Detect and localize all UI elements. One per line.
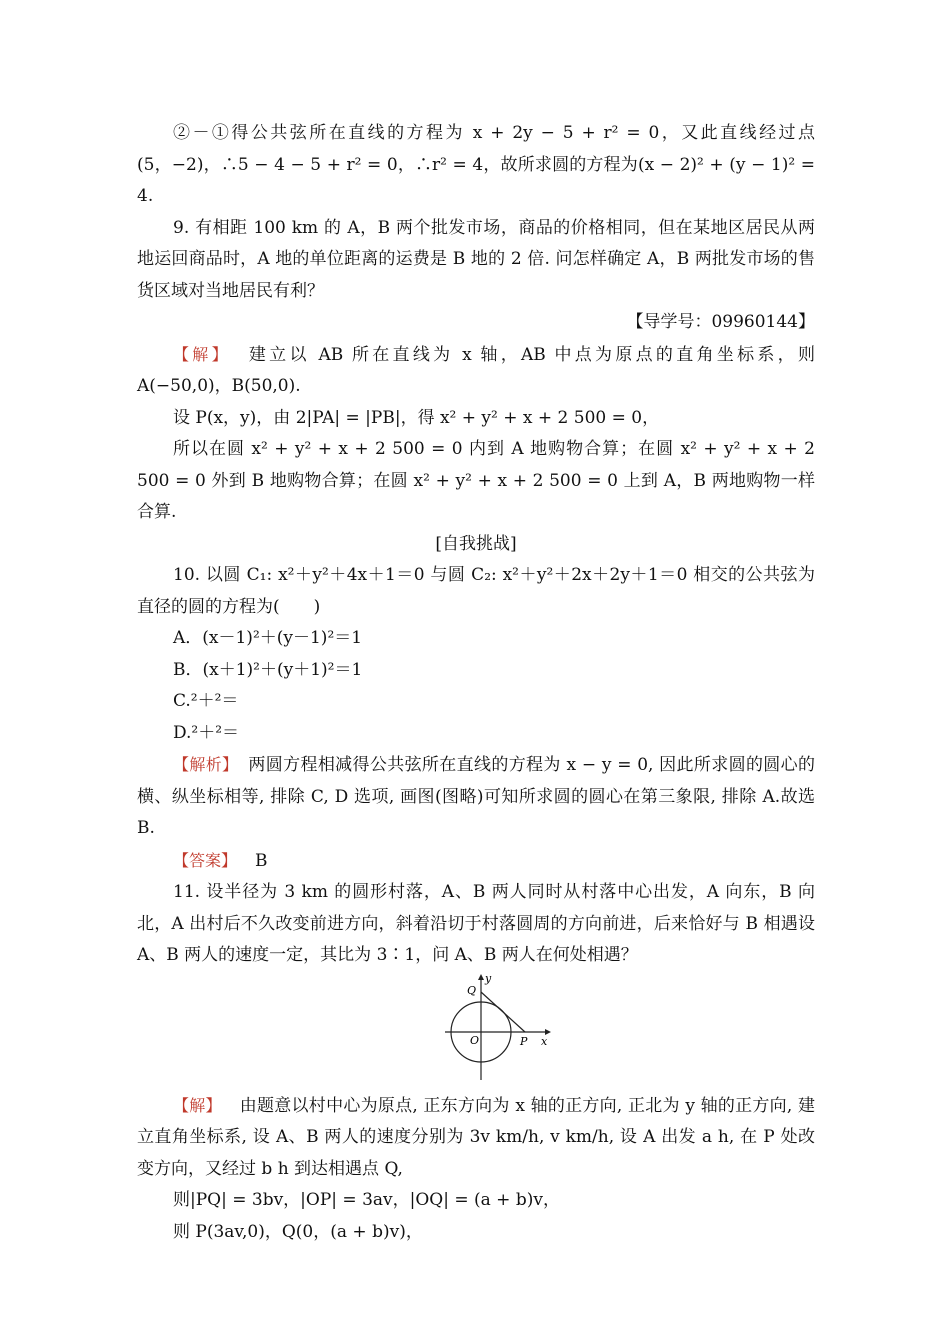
- solution-11-line-3: 则 P(3av,0)，Q(0，(a + b)v)，: [173, 1221, 423, 1242]
- question-9: 9. 有相距 100 km 的 A，B 两个批发市场，商品的价格相同，但在某地区居民从两地运回商品时，A 地的单位距离的运费是 B 地的 2 倍. 问怎样确定 A，B 两批发市场的售货区域对当地居民有利？: [137, 217, 815, 301]
- y-label: y: [485, 973, 492, 985]
- solution-tag: 【解】: [173, 344, 231, 364]
- analysis-tag: 【解析】: [173, 755, 239, 774]
- option-d: D.²＋²＝: [173, 722, 240, 743]
- p-label: P: [520, 1034, 528, 1048]
- q-label: Q: [467, 983, 477, 997]
- answer-tag: 【答案】: [173, 850, 238, 870]
- guide-number: 【导学号：09960144】: [626, 312, 815, 332]
- option-b: B．(x＋1)²＋(y＋1)²＝1: [173, 659, 363, 680]
- x-label: x: [541, 1034, 548, 1048]
- solution-9-line-3: 所以在圆 x² + y² + x + 2 500 = 0 内到 A 地购物合算；在圆 x² + y² + x + 2 500 = 0 外到 B 地购物合算；在圆 x² + y² + x + 2 500 = 0 上到 A，B 两地购物一样合算.: [137, 439, 815, 522]
- option-a: A．(x－1)²＋(y－1)²＝1: [173, 628, 363, 648]
- y-axis-arrow: [478, 974, 484, 980]
- section-title: [自我挑战]: [435, 533, 517, 554]
- solution-continuation: ②－①得公共弦所在直线的方程为 x + 2y − 5 + r² = 0，又此直线经过点(5，−2)，∴5 − 4 − 5 + r² = 0，∴r² = 4，故所求圆的方程为(x − 2)² + (y − 1)² = 4.: [137, 123, 815, 206]
- circle-tangent-figure: [437, 974, 557, 1084]
- solution-9-text-a: 建立以 AB 所在直线为 x 轴，AB 中点为原点的直角坐标系，则 A(−50,0)，B(50,0).: [137, 344, 815, 396]
- figure-container: [137, 972, 815, 1090]
- analysis-10-text: 两圆方程相减得公共弦所在直线的方程为 x − y = 0, 因此所求圆的圆心的横、纵坐标相等, 排除 C, D 选项, 画图(图略)可知所求圆的圆心在第三象限, 排除 A.故选 B.: [137, 755, 815, 838]
- o-label: O: [470, 1033, 480, 1047]
- analysis-10: [137, 749, 815, 845]
- solution-11-text-a: 由题意以村中心为原点, 正东方向为 x 轴的正方向, 正北为 y 轴的正方向, 建立直角坐标系, 设 A、B 两人的速度分别为 3v km/h, v km/h, 设 A 出发 a h, 在 P 处改变方向，又经过 b h 到达相遇点 Q,: [137, 1095, 815, 1179]
- option-c: C.²＋²＝: [173, 691, 239, 711]
- answer-10: [137, 845, 815, 878]
- document-page: [137, 118, 815, 1248]
- solution-9-line-1: [137, 339, 815, 403]
- tangent-line: [481, 992, 525, 1032]
- answer-10-value: B: [255, 850, 268, 871]
- question-10: 10. 以圆 C₁: x²＋y²＋4x＋1＝0 与圆 C₂: x²＋y²＋2x＋2y＋1＝0 相交的公共弦为直径的圆的方程为( ): [137, 565, 816, 617]
- solution-11-tag: 【解】: [173, 1095, 222, 1115]
- solution-11-line-1: [137, 1090, 815, 1186]
- question-11: 11. 设半径为 3 km 的圆形村落，A、B 两人同时从村落中心出发，A 向东，B 向北，A 出村后不久改变前进方向，斜着沿切于村落圆周的方向前进，后来恰好与 B 相遇设 A、B 两人的速度一定，其比为 3∶1，问 A、B 两人在何处相遇？: [137, 882, 815, 965]
- solution-9-line-2: 设 P(x，y)，由 2|PA| = |PB|，得 x² + y² + x + 2 500 = 0，: [173, 407, 660, 428]
- solution-11-line-2: 则|PQ| = 3bv，|OP| = 3av，|OQ| = (a + b)v，: [173, 1190, 560, 1210]
